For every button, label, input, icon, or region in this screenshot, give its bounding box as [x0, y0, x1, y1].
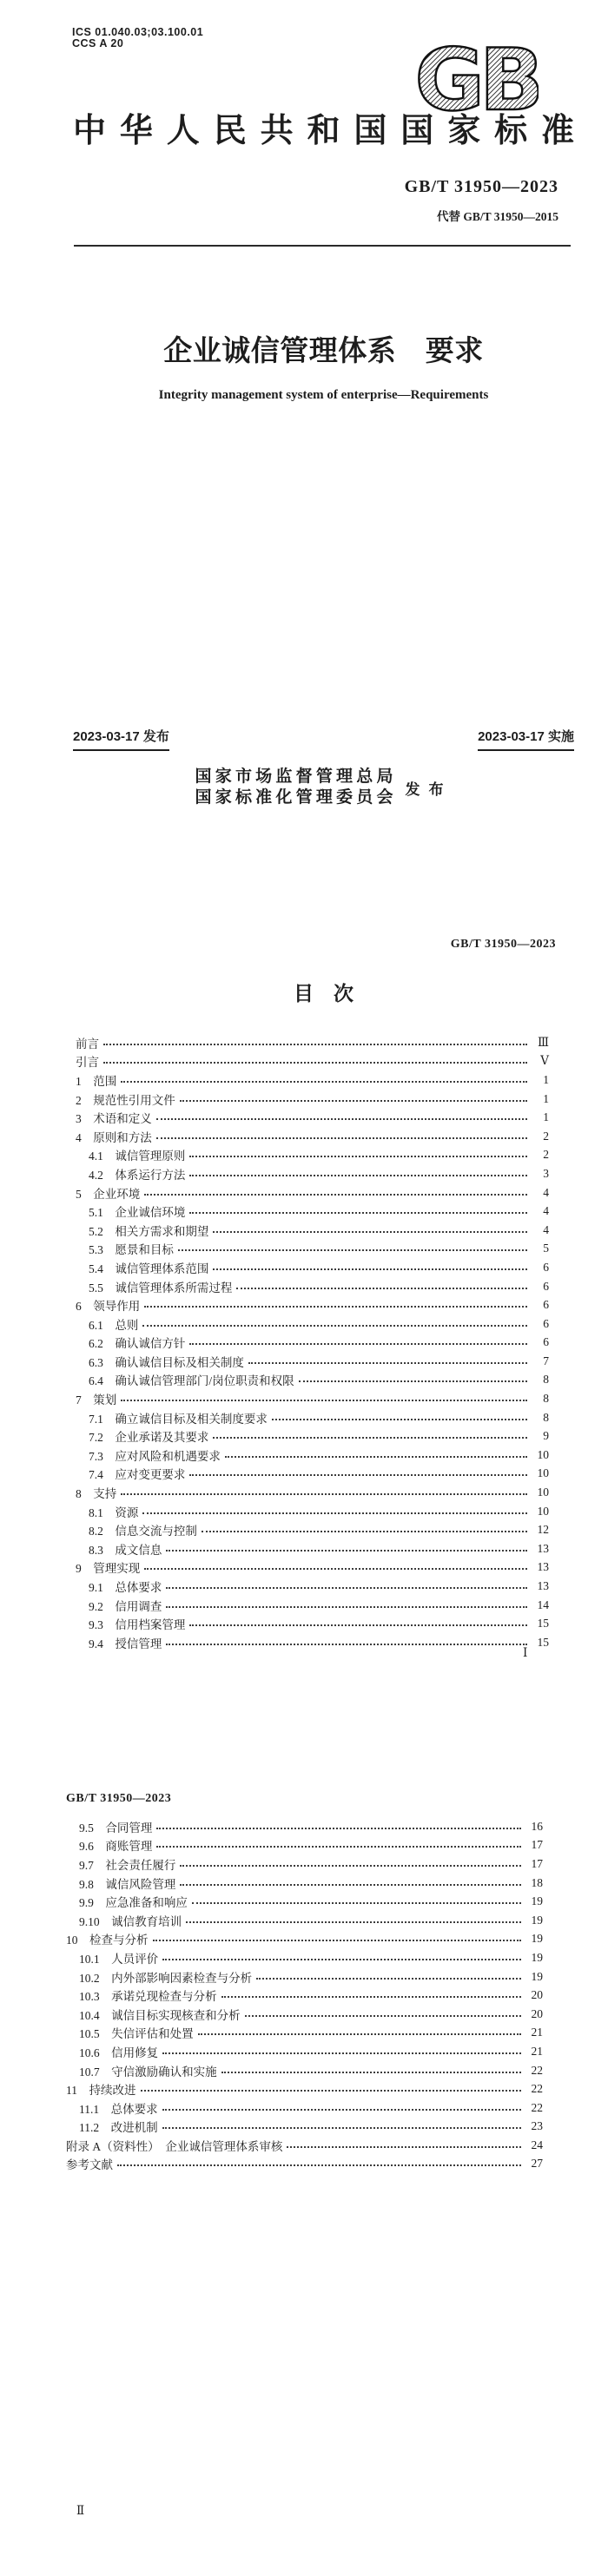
toc-entry-leader-dots: [221, 2072, 521, 2073]
toc-entry: [66, 1930, 543, 1949]
toc-entry-page-number: 1: [543, 1091, 549, 1105]
toc-entry: [66, 1874, 543, 1893]
toc-entry-page-number: 21: [531, 2044, 543, 2058]
toc-entry-label: 10.5 失信评估和处置: [79, 2027, 194, 2041]
toc-entry-page-number: 8: [543, 1373, 549, 1387]
toc-entry-leader-dots: [189, 1212, 527, 1214]
toc-entry-leader-dots: [256, 1978, 521, 1980]
toc-entry: [66, 1817, 543, 1836]
toc-entry: [66, 1967, 543, 1986]
toc-entry: [66, 2042, 543, 2061]
toc-entry: [76, 1502, 549, 1521]
toc-entry: [76, 1614, 549, 1633]
toc-entry-leader-dots: [141, 2090, 522, 2092]
toc-entry-page-number: 24: [531, 2138, 543, 2151]
toc-entry: [76, 1408, 549, 1427]
toc-entry-leader-dots: [142, 1512, 527, 1514]
toc-entry-page-number: 13: [537, 1560, 549, 1574]
toc-entry-label: 4 原则和方法: [76, 1130, 152, 1144]
toc-entry-leader-dots: [121, 1400, 527, 1401]
toc-entry: [76, 1183, 549, 1202]
toc-entry-page-number: 16: [531, 1819, 543, 1833]
toc-entry-page-number: 20: [531, 2006, 543, 2020]
toc-entry: [76, 1258, 549, 1277]
toc-entry-label: 9.6 商账管理: [79, 1840, 153, 1854]
toc-entry-label: 7.2 企业承诺及其要求: [89, 1431, 209, 1445]
toc-entry: [66, 2136, 543, 2155]
toc-entry: [76, 1446, 549, 1465]
toc-entry: [76, 1221, 549, 1240]
running-header-standard-number: GB/T 31950—2023: [450, 938, 556, 951]
toc-list-page-1: [76, 1033, 549, 1652]
toc-entry-page-number: 19: [531, 1950, 543, 1964]
toc-entry-leader-dots: [162, 2109, 521, 2111]
toc-entry-label: 4.1 诚信管理原则: [89, 1150, 186, 1163]
toc-entry-leader-dots: [144, 1568, 527, 1570]
toc-entry-leader-dots: [180, 1100, 527, 1102]
issue-date: 2023-03-17 发布: [73, 727, 169, 751]
toc-entry: [76, 1052, 549, 1071]
toc-entry-page-number: Ⅲ: [537, 1035, 549, 1049]
toc-entry-label: 5.5 诚信管理体系所需过程: [89, 1281, 233, 1295]
toc-entry-label: 参考文献: [66, 2158, 113, 2172]
toc-entry-page-number: 10: [537, 1504, 549, 1518]
toc-entry-page-number: 8: [543, 1410, 549, 1424]
toc-entry-leader-dots: [189, 1474, 527, 1476]
toc-entry-leader-dots: [166, 1644, 527, 1645]
toc-entry: [66, 2155, 543, 2174]
toc-entry: [76, 1633, 549, 1652]
toc-entry-page-number: 19: [531, 1913, 543, 1927]
toc-entry-label: 9.10 诚信教育培训: [79, 1914, 182, 1928]
toc-entry-leader-dots: [221, 1996, 521, 1998]
toc-entry: [76, 1334, 549, 1353]
toc-entry-leader-dots: [272, 1419, 527, 1420]
toc-entry-page-number: 21: [531, 2026, 543, 2039]
toc-entry-label: 前言: [76, 1037, 99, 1051]
toc-entry-page-number: 8: [543, 1392, 549, 1406]
toc-entry-leader-dots: [213, 1268, 527, 1270]
toc-entry-leader-dots: [156, 1828, 521, 1829]
running-header-standard-number: GB/T 31950—2023: [66, 1792, 172, 1805]
toc-entry: [76, 1577, 549, 1596]
toc-entry-leader-dots: [178, 1249, 527, 1251]
toc-entry-page-number: 23: [531, 2119, 543, 2133]
toc-entry-label: 9.1 总体要求: [89, 1581, 162, 1595]
issuer-block: [73, 767, 574, 808]
toc-entry-label: 9.7 社会责任履行: [79, 1858, 176, 1872]
standard-number: GB/T 31950—2023: [404, 177, 558, 196]
toc-entry-leader-dots: [162, 1959, 521, 1960]
toc-entry-page-number: 15: [537, 1617, 549, 1631]
toc-entry-label: 4.2 体系运行方法: [89, 1168, 186, 1182]
toc-entry-page-number: 20: [531, 1988, 543, 2002]
toc-entry-label: 5.4 诚信管理体系范围: [89, 1262, 209, 1275]
toc-entry-page-number: 1: [543, 1072, 549, 1086]
ics-classification-block: [72, 27, 203, 49]
toc-entry-label: 9.5 合同管理: [79, 1821, 153, 1835]
toc-entry: [76, 1164, 549, 1183]
toc-entry-label: 2 规范性引用文件: [76, 1093, 175, 1107]
page-folio-roman-1: Ⅰ: [523, 1646, 528, 1659]
toc-entry-page-number: 14: [537, 1598, 549, 1611]
toc-entry-label: 7.3 应对风险和机遇要求: [89, 1449, 221, 1463]
toc-entry-label: 10.1 人员评价: [79, 1952, 159, 1966]
toc-entry-label: 11.2 改进机制: [79, 2121, 158, 2135]
toc-entry-page-number: 15: [537, 1635, 549, 1649]
toc-entry-page-number: 13: [537, 1541, 549, 1555]
toc-entry-leader-dots: [121, 1081, 527, 1083]
toc-entry-page-number: 17: [531, 1838, 543, 1852]
toc-entry: [76, 1033, 549, 1052]
toc-entry-label: 11.1 总体要求: [79, 2102, 158, 2116]
toc-entry-leader-dots: [180, 1865, 521, 1867]
document-title-chinese: 企业诚信管理体系 要求: [163, 334, 484, 366]
toc-entry-label: 6.3 确认诚信目标及相关制度: [89, 1355, 244, 1369]
toc-entry: [66, 2079, 543, 2098]
toc-entry: [66, 1948, 543, 1967]
toc-entry-label: 6 领导作用: [76, 1300, 141, 1314]
toc-entry-leader-dots: [144, 1306, 527, 1308]
toc-entry-page-number: 4: [543, 1222, 549, 1236]
toc-entry-leader-dots: [156, 1846, 521, 1848]
toc-entry-label: 6.2 确认诚信方针: [89, 1337, 186, 1351]
toc-entry: [66, 2098, 543, 2118]
toc-entry: [76, 1240, 549, 1259]
toc-title: 目 次: [294, 982, 354, 1005]
toc-entry-label: 5.2 相关方需求和期望: [89, 1224, 209, 1238]
toc-entry-leader-dots: [166, 1606, 527, 1608]
toc-entry-leader-dots: [236, 1288, 527, 1289]
toc-entry-label: 6.1 总则: [89, 1318, 139, 1332]
toc-entry-label: 10.6 信用修复: [79, 2046, 159, 2059]
toc-entry-label: 1 范围: [76, 1074, 117, 1088]
ics-line: ICS 01.040.03;03.100.01: [72, 26, 204, 38]
cover-divider-rule: [74, 245, 571, 247]
toc-entry: [76, 1371, 549, 1390]
toc-entry: [76, 1277, 549, 1296]
toc-entry: [66, 2024, 543, 2043]
toc-entry: [76, 1146, 549, 1165]
toc-entry: [66, 1911, 543, 1930]
toc-entry-label: 引言: [76, 1056, 99, 1070]
toc-entry-page-number: 2: [543, 1129, 549, 1143]
toc-entry: [76, 1596, 549, 1615]
replaces-note: 代替 GB/T 31950—2015: [436, 210, 558, 223]
toc-entry-page-number: 1: [543, 1110, 549, 1124]
toc-entry-leader-dots: [299, 1380, 527, 1382]
toc-entry-leader-dots: [117, 2164, 521, 2166]
toc-entry-leader-dots: [153, 1940, 522, 1941]
toc-entry: [66, 2005, 543, 2024]
toc-entry-label: 9.2 信用调查: [89, 1599, 162, 1613]
toc-entry-label: 6.4 确认诚信管理部门/岗位职责和权限: [89, 1374, 294, 1388]
toc-entry: [76, 1090, 549, 1109]
implement-date: 2023-03-17 实施: [478, 727, 574, 751]
toc-entry-page-number: 4: [543, 1185, 549, 1199]
toc-entry: [66, 1836, 543, 1855]
toc-entry-label: 11 持续改进: [66, 2084, 136, 2098]
toc-entry-leader-dots: [156, 1118, 527, 1120]
toc-entry-leader-dots: [156, 1137, 527, 1139]
gb-logo-text: GB: [415, 35, 539, 117]
toc-entry-label: 10.4 诚信目标实现核查和分析: [79, 2008, 241, 2022]
toc-entry: [76, 1558, 549, 1578]
issuer-line-2: 国家标准化管理委员会: [195, 788, 393, 807]
toc-entry-page-number: 19: [531, 1894, 543, 1908]
toc-entry: [76, 1465, 549, 1484]
toc-entry-page-number: 9: [543, 1429, 549, 1443]
toc-entry-leader-dots: [121, 1493, 527, 1495]
toc-entry-leader-dots: [180, 1884, 521, 1886]
toc-entry-page-number: 19: [531, 1969, 543, 1983]
toc-entry-label: 10.3 承诺兑现检查与分析: [79, 1990, 217, 2004]
toc-entry-label: 9.8 诚信风险管理: [79, 1877, 176, 1891]
toc-entry: [76, 1426, 549, 1446]
toc-entry-label: 7 策划: [76, 1393, 117, 1407]
gb-standard-logo-icon: [415, 35, 539, 122]
toc-entry-label: 8.3 成文信息: [89, 1543, 162, 1557]
toc-entry-label: 7.1 确立诚信目标及相关制度要求: [89, 1412, 268, 1426]
toc-entry-leader-dots: [213, 1231, 527, 1233]
toc-entry-page-number: 19: [531, 1932, 543, 1946]
national-standard-banner: 中华人民共和国国家标准: [73, 113, 574, 149]
toc-entry: [66, 1986, 543, 2005]
toc-entry-label: 9 管理实现: [76, 1562, 141, 1576]
toc-entry-page-number: 6: [543, 1335, 549, 1349]
issuer-names: [195, 767, 393, 808]
toc-entry: [76, 1071, 549, 1090]
toc-entry-label: 5 企业环境: [76, 1187, 141, 1201]
toc-entry-label: 5.1 企业诚信环境: [89, 1206, 186, 1220]
toc-entry-page-number: Ⅴ: [540, 1054, 549, 1068]
toc-entry-label: 10.7 守信激励确认和实施: [79, 2065, 217, 2079]
toc-entry-page-number: 10: [537, 1486, 549, 1499]
toc-entry-page-number: 22: [531, 2100, 543, 2114]
ccs-line: CCS A 20: [72, 37, 124, 49]
toc-entry-label: 9.9 应急准备和响应: [79, 1896, 188, 1910]
toc-entry-leader-dots: [186, 1921, 521, 1923]
toc-entry-page-number: 10: [537, 1466, 549, 1480]
toc-entry-page-number: 27: [531, 2157, 543, 2171]
toc-entry-leader-dots: [103, 1062, 527, 1064]
toc-entry-leader-dots: [162, 2127, 521, 2129]
toc-entry-leader-dots: [198, 2033, 521, 2035]
toc-entry-label: 附录 A（资料性） 企业诚信管理体系审核: [66, 2139, 283, 2153]
toc-entry: [76, 1483, 549, 1502]
toc-entry-leader-dots: [287, 2146, 521, 2148]
toc-entry: [76, 1202, 549, 1221]
toc-entry-leader-dots: [192, 1902, 521, 1904]
toc-list-page-2: [66, 1817, 543, 2173]
dates-row: [73, 727, 574, 751]
toc-entry-page-number: 2: [543, 1148, 549, 1162]
toc-entry: [76, 1108, 549, 1127]
toc-entry-page-number: 22: [531, 2063, 543, 2077]
toc-entry-label: 5.3 愿景和目标: [89, 1243, 174, 1257]
toc-entry-leader-dots: [142, 1325, 527, 1327]
toc-entry-label: 3 术语和定义: [76, 1112, 152, 1126]
toc-entry-label: 9.4 授信管理: [89, 1637, 162, 1650]
toc-entry-label: 8.2 信息交流与控制: [89, 1525, 197, 1538]
toc-entry-leader-dots: [166, 1587, 527, 1589]
toc-entry-label: 9.3 信用档案管理: [89, 1618, 186, 1632]
toc-entry-leader-dots: [166, 1550, 527, 1552]
toc-entry-page-number: 17: [531, 1856, 543, 1870]
toc-entry: [76, 1295, 549, 1314]
toc-entry-leader-dots: [189, 1343, 527, 1345]
toc-entry: [66, 1892, 543, 1911]
toc-entry-page-number: 6: [543, 1279, 549, 1293]
toc-entry-leader-dots: [103, 1044, 527, 1045]
toc-entry: [76, 1520, 549, 1539]
toc-entry-page-number: 12: [537, 1523, 549, 1537]
toc-entry-leader-dots: [225, 1456, 527, 1458]
toc-entry-leader-dots: [189, 1156, 527, 1157]
toc-entry-leader-dots: [202, 1531, 527, 1532]
toc-entry: [66, 1855, 543, 1874]
toc-entry-page-number: 18: [531, 1875, 543, 1889]
toc-entry-page-number: 10: [537, 1447, 549, 1461]
toc-entry: [76, 1127, 549, 1146]
page-folio-roman-2: Ⅱ: [76, 2504, 85, 2517]
document-title-english: Integrity management system of enterprise—Requirements: [158, 388, 489, 402]
toc-entry-page-number: 22: [531, 2082, 543, 2096]
toc-entry-label: 10.2 内外部影响因素检查与分析: [79, 1971, 253, 1985]
toc-entry-leader-dots: [189, 1624, 527, 1626]
toc-entry-leader-dots: [189, 1175, 527, 1176]
toc-entry-label: 8.1 资源: [89, 1505, 139, 1519]
toc-entry-label: 7.4 应对变更要求: [89, 1468, 186, 1482]
toc-entry-leader-dots: [245, 2015, 521, 2017]
toc-entry-page-number: 3: [543, 1166, 549, 1180]
toc-entry: [66, 2118, 543, 2137]
toc-entry-page-number: 4: [543, 1204, 549, 1218]
toc-entry: [76, 1314, 549, 1334]
toc-entry-page-number: 7: [543, 1354, 549, 1367]
toc-entry-page-number: 6: [543, 1260, 549, 1274]
publish-label: 发布: [405, 781, 453, 798]
toc-entry-leader-dots: [213, 1437, 527, 1439]
toc-entry: [66, 2061, 543, 2080]
issuer-line-1: 国家市场监督管理总局: [195, 768, 393, 786]
toc-entry-page-number: 5: [543, 1242, 549, 1255]
toc-entry-page-number: 6: [543, 1316, 549, 1330]
toc-entry: [76, 1352, 549, 1371]
toc-entry: [76, 1389, 549, 1408]
toc-entry-label: 10 检查与分析: [66, 1934, 149, 1947]
toc-entry-page-number: 6: [543, 1298, 549, 1312]
toc-entry-page-number: 13: [537, 1579, 549, 1593]
toc-entry-leader-dots: [162, 2052, 521, 2054]
toc-entry-leader-dots: [248, 1362, 527, 1364]
toc-entry-leader-dots: [144, 1194, 527, 1196]
toc-entry-label: 8 支持: [76, 1487, 117, 1501]
toc-entry: [76, 1539, 549, 1558]
